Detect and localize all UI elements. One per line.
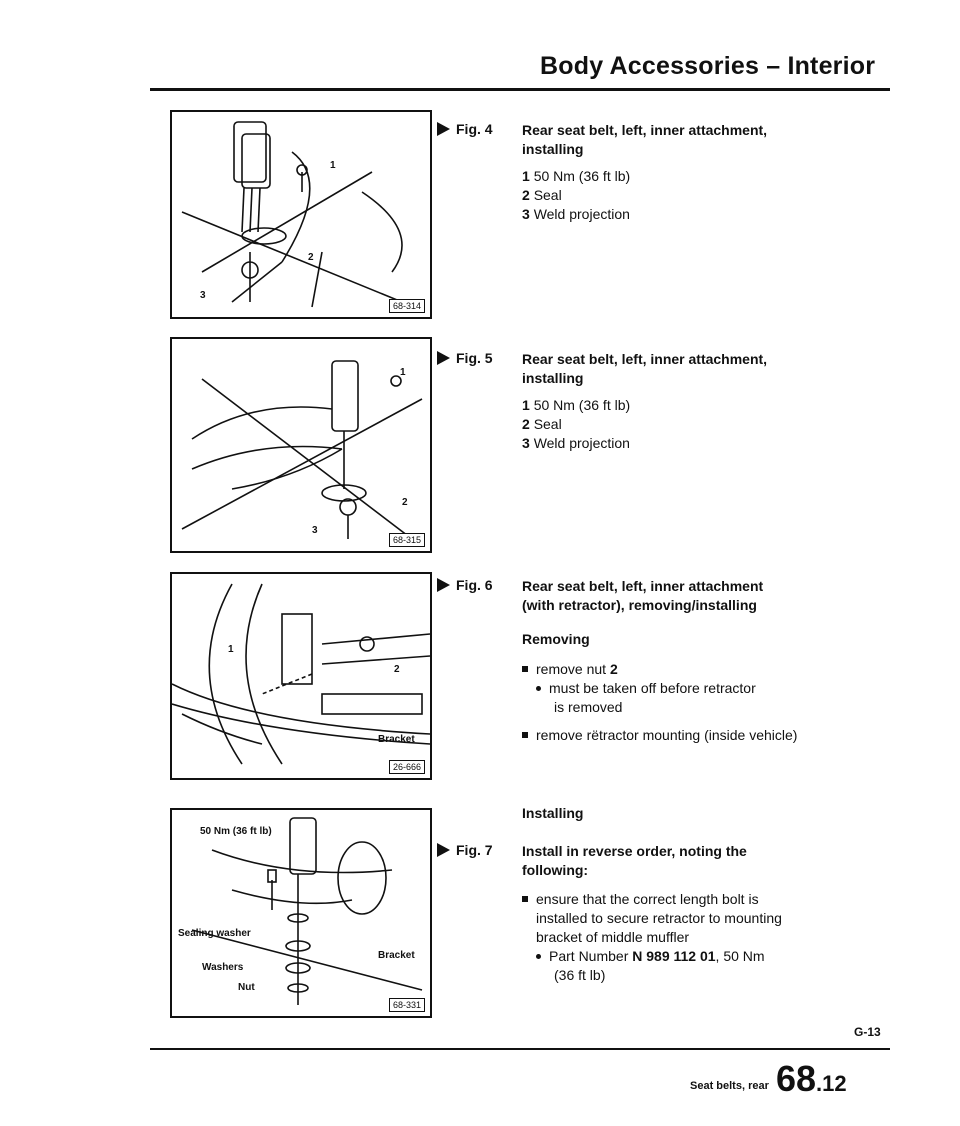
top-divider (150, 88, 890, 91)
fig-7-reference: Fig. 7 (437, 842, 493, 858)
figure-68-314 (170, 110, 432, 319)
fig-4-reference: Fig. 4 (437, 121, 493, 137)
callout-2: 2 (402, 497, 408, 508)
removing-subheading: Removing (522, 631, 590, 647)
seat-belt-buckle-illustration (172, 112, 430, 317)
arrow-right-icon (437, 351, 450, 365)
arrow-right-icon (437, 578, 450, 592)
list-item: 3 Weld projection (522, 206, 630, 222)
list-item: 1 50 Nm (36 ft lb) (522, 397, 631, 413)
list-item: 2 Seal (522, 416, 562, 432)
arrow-right-icon (437, 122, 450, 136)
list-item: remove rëtractor mounting (inside vehicle) (522, 726, 797, 745)
round-bullet-icon (536, 954, 541, 959)
seat-belt-webbing-illustration (172, 339, 430, 551)
section-number: 68.12 (776, 1058, 847, 1099)
figure-id: 68-315 (389, 533, 425, 547)
figure-id: 68-331 (389, 998, 425, 1012)
fig-7-heading: Install in reverse order, noting the following: (522, 843, 747, 878)
callout-washers: Washers (202, 962, 244, 973)
figure-26-666 (170, 572, 432, 780)
figure-id: 68-314 (389, 299, 425, 313)
page-code: G-13 (854, 1025, 881, 1039)
callout-1: 1 (400, 367, 406, 378)
callout-1: 1 (228, 644, 234, 655)
callout-3: 3 (312, 525, 318, 536)
bolt-stack-illustration (172, 810, 430, 1016)
retractor-mounting-illustration (172, 574, 430, 778)
callout-bracket: Bracket (378, 950, 415, 961)
square-bullet-icon (522, 666, 528, 672)
callout-nut: Nut (238, 982, 255, 993)
figure-68-315 (170, 337, 432, 553)
list-item-continued: installed to secure retractor to mounting (536, 910, 782, 926)
fig-5-heading: Rear seat belt, left, inner attachment, installing (522, 351, 768, 386)
list-item-continued: (36 ft lb) (554, 967, 606, 983)
list-item: 3 Weld projection (522, 435, 630, 451)
installing-subheading: Installing (522, 805, 584, 821)
callout-3: 3 (200, 290, 206, 301)
callout-sealing-washer: Sealing washer (178, 928, 251, 939)
fig-4-heading: Rear seat belt, left, inner attachment, installing (522, 122, 768, 157)
list-item: 1 50 Nm (36 ft lb) (522, 168, 631, 184)
page-title: Body Accessories – Interior (540, 52, 876, 80)
list-item: Part Number N 989 112 01, 50 Nm (536, 947, 765, 966)
list-item-continued: bracket of middle muffler (536, 929, 690, 945)
figure-68-331 (170, 808, 432, 1018)
list-item-continued: is removed (554, 699, 623, 715)
callout-bracket: Bracket (378, 734, 415, 745)
fig-6-reference: Fig. 6 (437, 577, 493, 593)
callout-2: 2 (308, 252, 314, 263)
list-item: ensure that the correct length bolt is (522, 890, 759, 909)
square-bullet-icon (522, 896, 528, 902)
callout-2: 2 (394, 664, 400, 675)
list-item: remove nut 2 (522, 660, 618, 679)
figure-id: 26-666 (389, 760, 425, 774)
callout-torque: 50 Nm (36 ft lb) (200, 826, 272, 837)
square-bullet-icon (522, 732, 528, 738)
callout-1: 1 (330, 160, 336, 171)
fig-6-heading: Rear seat belt, left, inner attachment (with retractor), removing/installing (522, 578, 764, 613)
list-item: 2 Seal (522, 187, 562, 203)
bottom-divider (150, 1048, 890, 1050)
arrow-right-icon (437, 843, 450, 857)
list-item: must be taken off before retractor (536, 679, 756, 698)
footer-label: Seat belts, rear (690, 1080, 769, 1092)
round-bullet-icon (536, 686, 541, 691)
fig-5-reference: Fig. 5 (437, 350, 493, 366)
